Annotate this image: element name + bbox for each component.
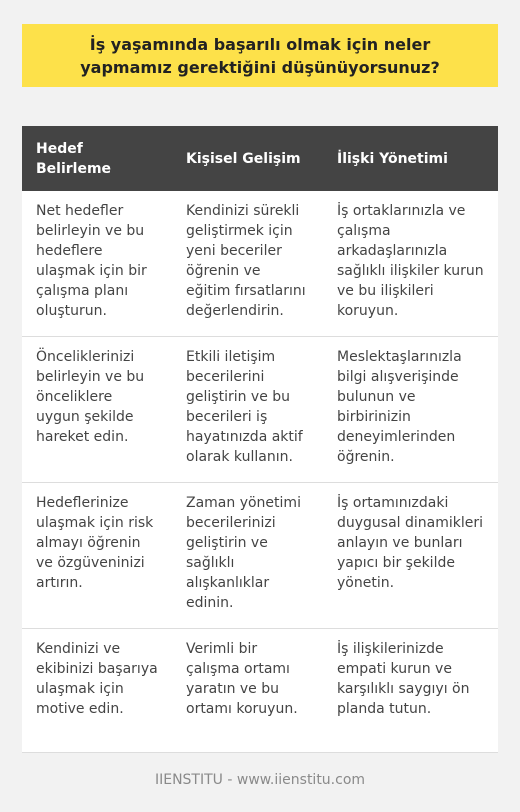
title-banner <box>22 24 498 87</box>
column-header-personal-development: Kişisel Gelişim <box>172 126 323 191</box>
footer-credit: IIENSTITU - www.iienstitu.com <box>154 772 366 788</box>
table-header <box>22 126 498 191</box>
table-cell: Net hedefler belirleyin ve bu hedeflere ulaşmak için bir çalışma planı oluşturun. <box>22 191 172 336</box>
comparison-table <box>22 126 498 753</box>
table-cell: Hedeflerinize ulaşmak için risk almayı öğrenin ve özgüveninizi artırın. <box>22 482 172 628</box>
table-cell: İş ortaklarınızla ve çalışma arkadaşlarınızla sağlıklı ilişkiler kurun ve bu ilişkileri koruyun. <box>323 191 498 336</box>
table-row <box>22 336 498 482</box>
table-cell: İş ortamınızdaki duygusal dinamikleri anlayın ve bunları yapıcı bir şekilde yönetin. <box>323 482 498 628</box>
table-row <box>22 482 498 628</box>
table-cell: Zaman yönetimi becerilerinizi geliştirin ve sağlıklı alışkanlıklar edinin. <box>172 482 323 628</box>
column-header-relationship-management: İlişki Yönetimi <box>323 126 498 191</box>
table-cell: Kendinizi sürekli geliştirmek için yeni beceriler öğrenin ve eğitim fırsatlarını değerlendirin. <box>172 191 323 336</box>
page-title: İş yaşamında başarılı olmak için neler yapmamız gerektiğini düşünüyorsunuz? <box>80 34 440 77</box>
table-header-row <box>22 126 498 191</box>
table-row <box>22 191 498 336</box>
table-cell: İş ilişkilerinizde empati kurun ve karşılıklı saygıyı ön planda tutun. <box>323 628 498 752</box>
column-header-goal-setting: Hedef Belirleme <box>22 126 172 191</box>
table-body <box>22 191 498 752</box>
table-cell: Etkili iletişim becerilerini geliştirin ve bu becerileri iş hayatınızda aktif olarak kullanın. <box>172 336 323 482</box>
table-cell: Meslektaşlarınızla bilgi alışverişinde bulunun ve birbirinizin deneyimlerinden öğrenin. <box>323 336 498 482</box>
table-cell: Kendinizi ve ekibinizi başarıya ulaşmak için motive edin. <box>22 628 172 752</box>
table-cell: Verimli bir çalışma ortamı yaratın ve bu ortamı koruyun. <box>172 628 323 752</box>
table-row <box>22 628 498 752</box>
table-cell: Önceliklerinizi belirleyin ve bu önceliklere uygun şekilde hareket edin. <box>22 336 172 482</box>
